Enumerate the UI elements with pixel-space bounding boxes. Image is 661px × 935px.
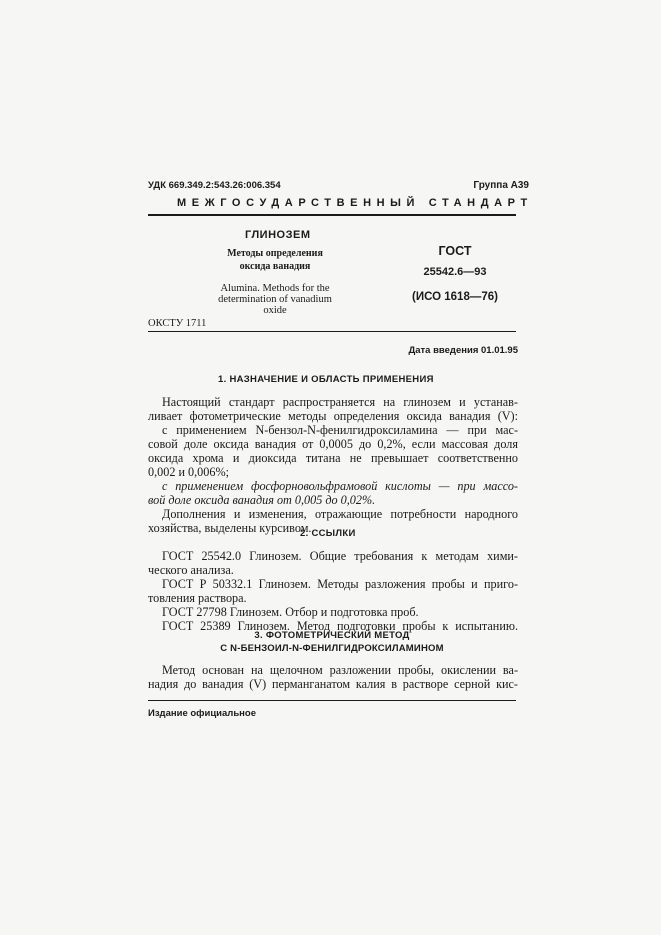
s1-line-10: хозяйства, выделены курсивом.	[148, 521, 312, 535]
standard-kind: МЕЖГОСУДАРСТВЕННЫЙ СТАНДАРТ	[177, 197, 533, 209]
s1-line-1: Настоящий стандарт распространяется на глинозем и устанав-	[162, 395, 518, 409]
s2-line-6: ГОСТ 25389 Глинозем. Метод подготовки пробы к испытанию.	[162, 619, 518, 633]
subtitle-ru-line2: оксида ванадия	[239, 261, 311, 272]
s1-line-5: оксида хрома и диоксида титана не превышает соответственно	[148, 451, 518, 465]
section-3-heading-line1: 3. ФОТОМЕТРИЧЕСКИЙ МЕТОД	[254, 630, 410, 641]
s1-line-7: с применением фосфорновольфрамовой кислоты — при массо-	[162, 479, 518, 493]
s1-line-8: вой доле оксида ванадия от 0,005 до 0,02%.	[148, 493, 376, 507]
s1-line-9: Дополнения и изменения, отражающие потребности народного	[162, 507, 518, 521]
s2-line-3: ГОСТ Р 50332.1 Глинозем. Методы разложения пробы и приго-	[162, 577, 518, 591]
s1-line-2: ливает фотометрические методы определения оксида ванадия (V):	[148, 409, 518, 423]
group-code: Группа А39	[473, 180, 529, 191]
subtitle-en-line2: determination of vanadium	[218, 294, 332, 305]
s2-line-1: ГОСТ 25542.0 Глинозем. Общие требования к методам хими-	[162, 549, 518, 563]
top-rule	[148, 214, 516, 216]
section-2-heading: 2. ССЫЛКИ	[300, 528, 356, 539]
section-1-heading: 1. НАЗНАЧЕНИЕ И ОБЛАСТЬ ПРИМЕНЕНИЯ	[218, 374, 434, 385]
edition-note: Издание официальное	[148, 708, 256, 719]
subtitle-ru-line1: Методы определения	[227, 248, 323, 259]
subtitle-en-line1: Alumina. Methods for the	[220, 283, 330, 294]
s2-line-4: товления раствора.	[148, 591, 247, 605]
okstu-code: ОКСТУ 1711	[148, 318, 207, 329]
mid-rule	[148, 331, 516, 332]
s1-line-6: 0,002 и 0,006%;	[148, 465, 229, 479]
s2-line-2: ческого анализа.	[148, 563, 234, 577]
s2-line-5: ГОСТ 27798 Глинозем. Отбор и подготовка проб.	[162, 605, 419, 619]
s3-line-2: надия до ванадия (V) перманганатом калия в растворе серной кис-	[148, 677, 518, 691]
udk-code: УДК 669.349.2:543.26:006.354	[148, 180, 281, 191]
intro-date: Дата введения 01.01.95	[408, 345, 518, 356]
s1-line-4: совой доле оксида ванадия от 0,0005 до 0,2%, если массовая доля	[148, 437, 518, 451]
gost-number: 25542.6—93	[423, 266, 487, 278]
gost-label: ГОСТ	[438, 244, 472, 258]
section-3-heading-line2: С N-БЕНЗОИЛ-N-ФЕНИЛГИДРОКСИЛАМИНОМ	[220, 643, 444, 654]
s1-line-3: с применением N-бензол-N-фенилгидроксиламина — при мас-	[162, 423, 518, 437]
s3-line-1: Метод основан на щелочном разложении пробы, окислении ва-	[162, 663, 518, 677]
iso-reference: (ИСО 1618—76)	[412, 291, 498, 303]
footer-rule	[148, 700, 516, 701]
document-title: ГЛИНОЗЕМ	[245, 229, 311, 241]
subtitle-en-line3: oxide	[263, 305, 287, 316]
